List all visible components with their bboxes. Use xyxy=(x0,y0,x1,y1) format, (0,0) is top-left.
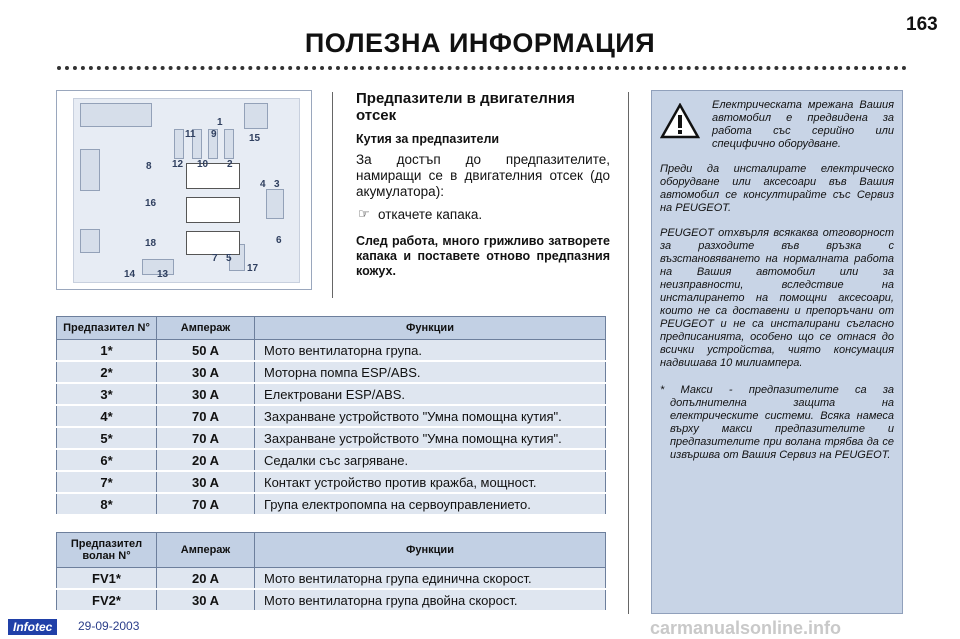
fuse-box-diagram xyxy=(56,90,312,290)
instruction-bullet xyxy=(356,206,610,222)
fuse-label: 9 xyxy=(211,129,217,140)
fuse-number: 1* xyxy=(57,340,157,362)
table-row xyxy=(57,568,606,590)
fuse-slot xyxy=(80,103,152,127)
fuse-function: Седалки със загряване. xyxy=(255,449,606,471)
fuse-number: FV2* xyxy=(57,589,157,611)
fuse-label: 17 xyxy=(247,263,259,274)
column-header: Предпазител волан N° xyxy=(57,533,157,568)
fuse-amperage: 70 A xyxy=(157,493,255,515)
table-row xyxy=(57,405,606,427)
column-divider xyxy=(332,92,333,298)
info-note-box xyxy=(651,90,903,614)
infotec-logo: Infotec xyxy=(8,619,57,635)
note-paragraph: PEUGEOT отхвърля всякаква отговорност за разходите във връзка с възстановяването на нормалната работа на Вашия автомобил или за неизправности, вследствие на инсталирането на помощни аксесоари, които не са доставени и препоръчани от PEUGEOT и не са инсталирани съгласно предписанията, особено що се отнася до всички устройства, чиято консумация надвишава 10 милиампера. xyxy=(660,227,894,369)
fuse-amperage: 70 A xyxy=(157,427,255,449)
fuse-amperage: 20 A xyxy=(157,568,255,590)
fuse-label: 8 xyxy=(146,161,152,172)
maxi-fuse-footnote: * Макси - предпазителите са за допълнителна защита на електрическите системи. Всяка намеса върху макси предпазителите и предпазителите при волана трябва да се извършва от Вашия Сервиз на PEUGEOT. xyxy=(660,384,894,461)
fuse-amperage: 50 A xyxy=(157,340,255,362)
fuse-label: 11 xyxy=(185,129,196,140)
column-header: Функции xyxy=(255,533,606,568)
fuse-slot xyxy=(224,129,234,159)
fuse-slot xyxy=(80,149,100,191)
fuse-label: 5 xyxy=(226,253,232,264)
pointing-hand-icon: ☞ xyxy=(358,206,370,221)
fuse-amperage: 30 A xyxy=(157,383,255,405)
fuse-amperage: 30 A xyxy=(157,589,255,611)
column-header: Ампераж xyxy=(157,533,255,568)
fuse-label: 13 xyxy=(157,269,169,280)
fuse-slot xyxy=(174,129,184,159)
fuse-number: 2* xyxy=(57,361,157,383)
fuse-function: Захранване устройството "Умна помощна кутия". xyxy=(255,405,606,427)
table-header-row xyxy=(57,317,606,340)
table-row xyxy=(57,340,606,362)
fuse-function: Захранване устройството "Умна помощна кутия". xyxy=(255,427,606,449)
table-row xyxy=(57,427,606,449)
column-header: Функции xyxy=(255,317,606,340)
fuse-function: Контакт устройство против кражба, мощност. xyxy=(255,471,606,493)
fuse-label: 2 xyxy=(227,159,233,170)
fuse-label: 18 xyxy=(145,238,157,249)
fuse-box-body xyxy=(73,98,300,283)
fuse-amperage: 30 A xyxy=(157,361,255,383)
fuse-number: 8* xyxy=(57,493,157,515)
section-body: За достъп до предпазителите, намиращи се в двигателния отсек (до акумулатора): xyxy=(356,152,610,199)
relay xyxy=(186,231,240,255)
bullet-text: откачете капака. xyxy=(378,206,483,222)
column-divider xyxy=(628,92,629,614)
fuse-number: 7* xyxy=(57,471,157,493)
fuse-label: 4 xyxy=(260,179,266,190)
fuse-label: 10 xyxy=(197,159,209,170)
fuse-slot xyxy=(244,103,268,129)
footer-date: 29-09-2003 xyxy=(78,619,140,633)
fuse-slot xyxy=(266,189,284,219)
relay xyxy=(186,197,240,223)
table-row xyxy=(57,589,606,611)
title-divider xyxy=(57,66,907,70)
column-header: Ампераж xyxy=(157,317,255,340)
fuse-function: Група електропомпа на сервоуправлението. xyxy=(255,493,606,515)
note-paragraph: Преди да инсталирате електрическо оборудване или аксесоари във Вашия автомобил се консултирайте със Сервиз на PEUGEOT. xyxy=(660,163,894,214)
fuse-function: Мото вентилаторна група. xyxy=(255,340,606,362)
table-row xyxy=(57,361,606,383)
fuse-label: 14 xyxy=(124,269,136,280)
table-row xyxy=(57,449,606,471)
fuse-amperage: 70 A xyxy=(157,405,255,427)
fuse-number: 6* xyxy=(57,449,157,471)
engine-fuses-section xyxy=(356,90,610,279)
fuse-label: 15 xyxy=(249,133,261,144)
fuse-number: 5* xyxy=(57,427,157,449)
page-number: 163 xyxy=(906,14,938,35)
column-header: Предпазител N° xyxy=(57,317,157,340)
steering-fuse-table xyxy=(56,532,606,612)
warning-block xyxy=(660,99,894,151)
fuse-label: 12 xyxy=(172,159,184,170)
fuse-amperage: 30 A xyxy=(157,471,255,493)
fuse-function: Моторна помпа ESP/ABS. xyxy=(255,361,606,383)
engine-fuse-table xyxy=(56,316,606,516)
fuse-label: 3 xyxy=(274,179,280,190)
table-row xyxy=(57,383,606,405)
table-row xyxy=(57,471,606,493)
page-title: ПОЛЕЗНА ИНФОРМАЦИЯ xyxy=(304,28,656,58)
fuse-label: 16 xyxy=(145,198,157,209)
fuse-label: 1 xyxy=(217,117,223,128)
fuse-amperage: 20 A xyxy=(157,449,255,471)
watermark: carmanualsonline.info xyxy=(650,618,842,638)
table-row xyxy=(57,493,606,515)
section-title: Предпазители в двигателния отсек xyxy=(356,90,575,124)
section-subtitle: Кутия за предпазители xyxy=(356,132,500,146)
fuse-function: Електровани ESP/ABS. xyxy=(255,383,606,405)
warning-triangle-icon xyxy=(660,103,700,139)
table-header-row xyxy=(57,533,606,568)
fuse-function: Мото вентилаторна група единична скорост. xyxy=(255,568,606,590)
fuse-number: FV1* xyxy=(57,568,157,590)
fuse-label: 6 xyxy=(276,235,282,246)
fuse-function: Мото вентилаторна група двойна скорост. xyxy=(255,589,606,611)
fuse-number: 3* xyxy=(57,383,157,405)
caution-text: След работа, много грижливо затворете капака и поставете отново предпазния кожух. xyxy=(356,234,610,278)
fuse-slot xyxy=(80,229,100,253)
fuse-number: 4* xyxy=(57,405,157,427)
fuse-label: 7 xyxy=(212,253,218,264)
warning-text: Електрическата мрежана Вашия автомобил е предвидена за работа със серийно или специфично оборудване. xyxy=(712,99,894,150)
